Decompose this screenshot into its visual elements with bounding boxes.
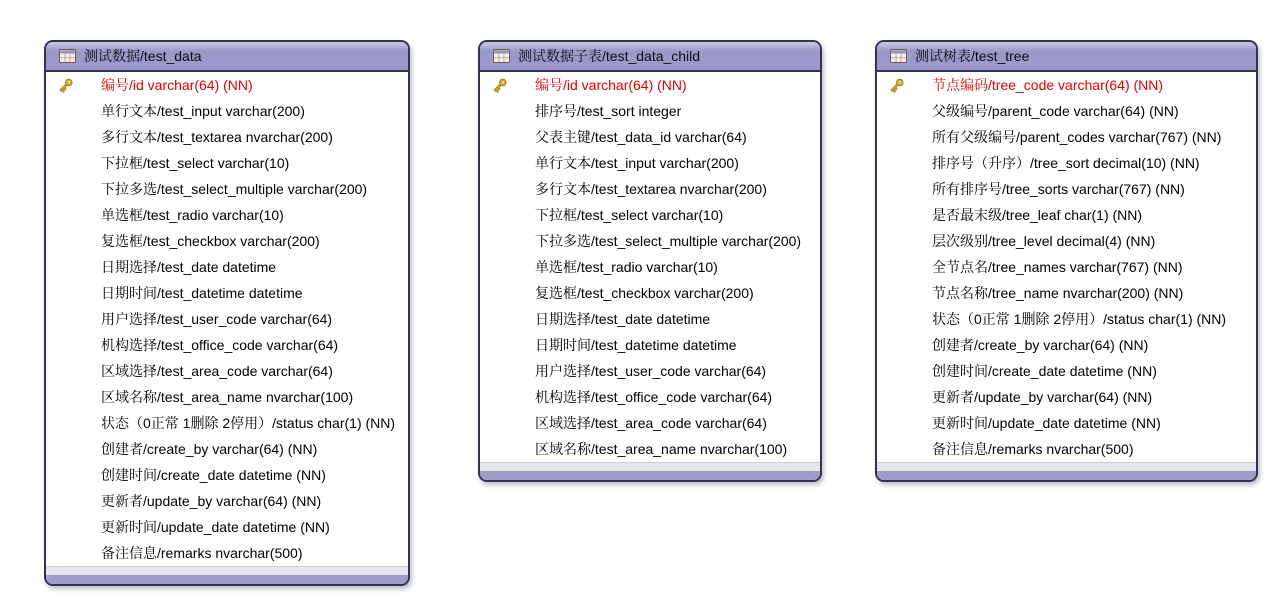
field-row[interactable] [877,410,1256,436]
field-row[interactable] [46,150,408,176]
table-footer [480,462,820,480]
field-row[interactable] [480,410,820,436]
table-body [46,72,408,566]
field-row[interactable] [877,124,1256,150]
field-row[interactable] [46,98,408,124]
field-row[interactable] [46,306,408,332]
field-row[interactable] [480,98,820,124]
primary-key-icon [46,75,98,95]
field-label: 下拉框/test_select varchar(10) [101,155,290,171]
field-label: 复选框/test_checkbox varchar(200) [535,285,754,301]
field-label: 机构选择/test_office_code varchar(64) [535,389,773,405]
field-row[interactable] [480,72,820,98]
table-footer [877,462,1256,480]
field-row[interactable] [877,384,1256,410]
field-label: 父级编号/parent_code varchar(64) (NN) [932,103,1179,119]
field-label: 备注信息/remarks nvarchar(500) [932,441,1134,457]
field-row[interactable] [480,280,820,306]
field-label: 是否最末级/tree_leaf char(1) (NN) [932,207,1143,223]
field-label: 备注信息/remarks nvarchar(500) [101,545,303,561]
field-label: 区域名称/test_area_name nvarchar(100) [535,441,788,457]
field-row[interactable] [46,436,408,462]
field-label: 单行文本/test_input varchar(200) [535,155,739,171]
table-header[interactable] [46,42,408,72]
primary-key-icon [877,75,929,95]
field-label: 区域选择/test_area_code varchar(64) [101,363,333,379]
table-icon [493,49,510,63]
field-label: 所有排序号/tree_sorts varchar(767) (NN) [932,181,1185,197]
table-icon [59,49,76,63]
field-label: 全节点名/tree_names varchar(767) (NN) [932,259,1183,275]
field-row[interactable] [46,228,408,254]
field-label: 单选框/test_radio varchar(10) [101,207,284,223]
table-card[interactable] [44,40,410,586]
field-row[interactable] [46,410,408,436]
field-row[interactable] [46,124,408,150]
field-row[interactable] [46,72,408,98]
table-body [480,72,820,462]
field-label: 创建时间/create_date datetime (NN) [101,467,326,483]
field-label: 创建时间/create_date datetime (NN) [932,363,1157,379]
field-row[interactable] [877,358,1256,384]
field-label: 更新时间/update_date datetime (NN) [932,415,1161,431]
field-row[interactable] [877,176,1256,202]
field-row[interactable] [46,202,408,228]
table-header[interactable] [480,42,820,72]
field-label: 多行文本/test_textarea nvarchar(200) [101,129,333,145]
field-row[interactable] [877,72,1256,98]
field-label: 区域名称/test_area_name nvarchar(100) [101,389,354,405]
field-row[interactable] [877,254,1256,280]
field-label: 下拉框/test_select varchar(10) [535,207,724,223]
primary-key-icon [480,75,532,95]
field-row[interactable] [877,228,1256,254]
field-row[interactable] [46,254,408,280]
field-row[interactable] [877,150,1256,176]
field-label: 日期时间/test_datetime datetime [101,285,303,301]
field-row[interactable] [46,384,408,410]
field-label: 更新者/update_by varchar(64) (NN) [932,389,1153,405]
field-label: 状态（0正常 1删除 2停用）/status char(1) (NN) [101,415,396,431]
field-row[interactable] [877,202,1256,228]
table-card[interactable] [875,40,1258,482]
field-label: 层次级别/tree_level decimal(4) (NN) [932,233,1156,249]
field-label: 更新者/update_by varchar(64) (NN) [101,493,322,509]
field-row[interactable] [480,254,820,280]
table-card[interactable] [478,40,822,482]
field-label: 更新时间/update_date datetime (NN) [101,519,330,535]
field-row[interactable] [46,462,408,488]
field-label: 父表主键/test_data_id varchar(64) [535,129,747,145]
field-label: 用户选择/test_user_code varchar(64) [101,311,333,327]
field-row[interactable] [480,384,820,410]
table-icon [890,49,907,63]
table-title: 测试树表/test_tree [915,48,1030,64]
field-label: 日期时间/test_datetime datetime [535,337,737,353]
field-row[interactable] [480,202,820,228]
table-footer [46,566,408,584]
table-title: 测试数据/test_data [84,48,202,64]
field-row[interactable] [46,358,408,384]
field-label: 编号/id varchar(64) (NN) [535,77,687,93]
field-label: 多行文本/test_textarea nvarchar(200) [535,181,767,197]
field-label: 区域选择/test_area_code varchar(64) [535,415,767,431]
field-label: 单选框/test_radio varchar(10) [535,259,718,275]
field-row[interactable] [877,98,1256,124]
field-row[interactable] [480,150,820,176]
field-label: 编号/id varchar(64) (NN) [101,77,253,93]
field-row[interactable] [46,332,408,358]
field-label: 下拉多选/test_select_multiple varchar(200) [535,233,802,249]
field-label: 下拉多选/test_select_multiple varchar(200) [101,181,368,197]
field-row[interactable] [46,540,408,566]
field-label: 节点编码/tree_code varchar(64) (NN) [932,77,1164,93]
field-row[interactable] [480,332,820,358]
field-row[interactable] [877,332,1256,358]
field-label: 日期选择/test_date datetime [101,259,277,275]
field-row[interactable] [480,228,820,254]
field-row[interactable] [46,176,408,202]
field-label: 节点名称/tree_name nvarchar(200) (NN) [932,285,1184,301]
field-label: 日期选择/test_date datetime [535,311,711,327]
field-label: 所有父级编号/parent_codes varchar(767) (NN) [932,129,1222,145]
field-label: 排序号（升序）/tree_sort decimal(10) (NN) [932,155,1200,171]
field-label: 机构选择/test_office_code varchar(64) [101,337,339,353]
field-label: 用户选择/test_user_code varchar(64) [535,363,767,379]
field-row[interactable] [46,280,408,306]
field-row[interactable] [877,306,1256,332]
field-label: 创建者/create_by varchar(64) (NN) [932,337,1149,353]
table-header[interactable] [877,42,1256,72]
field-label: 复选框/test_checkbox varchar(200) [101,233,320,249]
field-row[interactable] [877,436,1256,462]
field-label: 单行文本/test_input varchar(200) [101,103,305,119]
field-row[interactable] [46,488,408,514]
table-title: 测试数据子表/test_data_child [518,48,701,64]
field-row[interactable] [877,280,1256,306]
field-label: 状态（0正常 1删除 2停用）/status char(1) (NN) [932,311,1227,327]
field-row[interactable] [480,358,820,384]
field-label: 排序号/test_sort integer [535,103,682,119]
field-label: 创建者/create_by varchar(64) (NN) [101,441,318,457]
table-body [877,72,1256,462]
field-row[interactable] [480,436,820,462]
field-row[interactable] [46,514,408,540]
field-row[interactable] [480,124,820,150]
field-row[interactable] [480,306,820,332]
field-row[interactable] [480,176,820,202]
